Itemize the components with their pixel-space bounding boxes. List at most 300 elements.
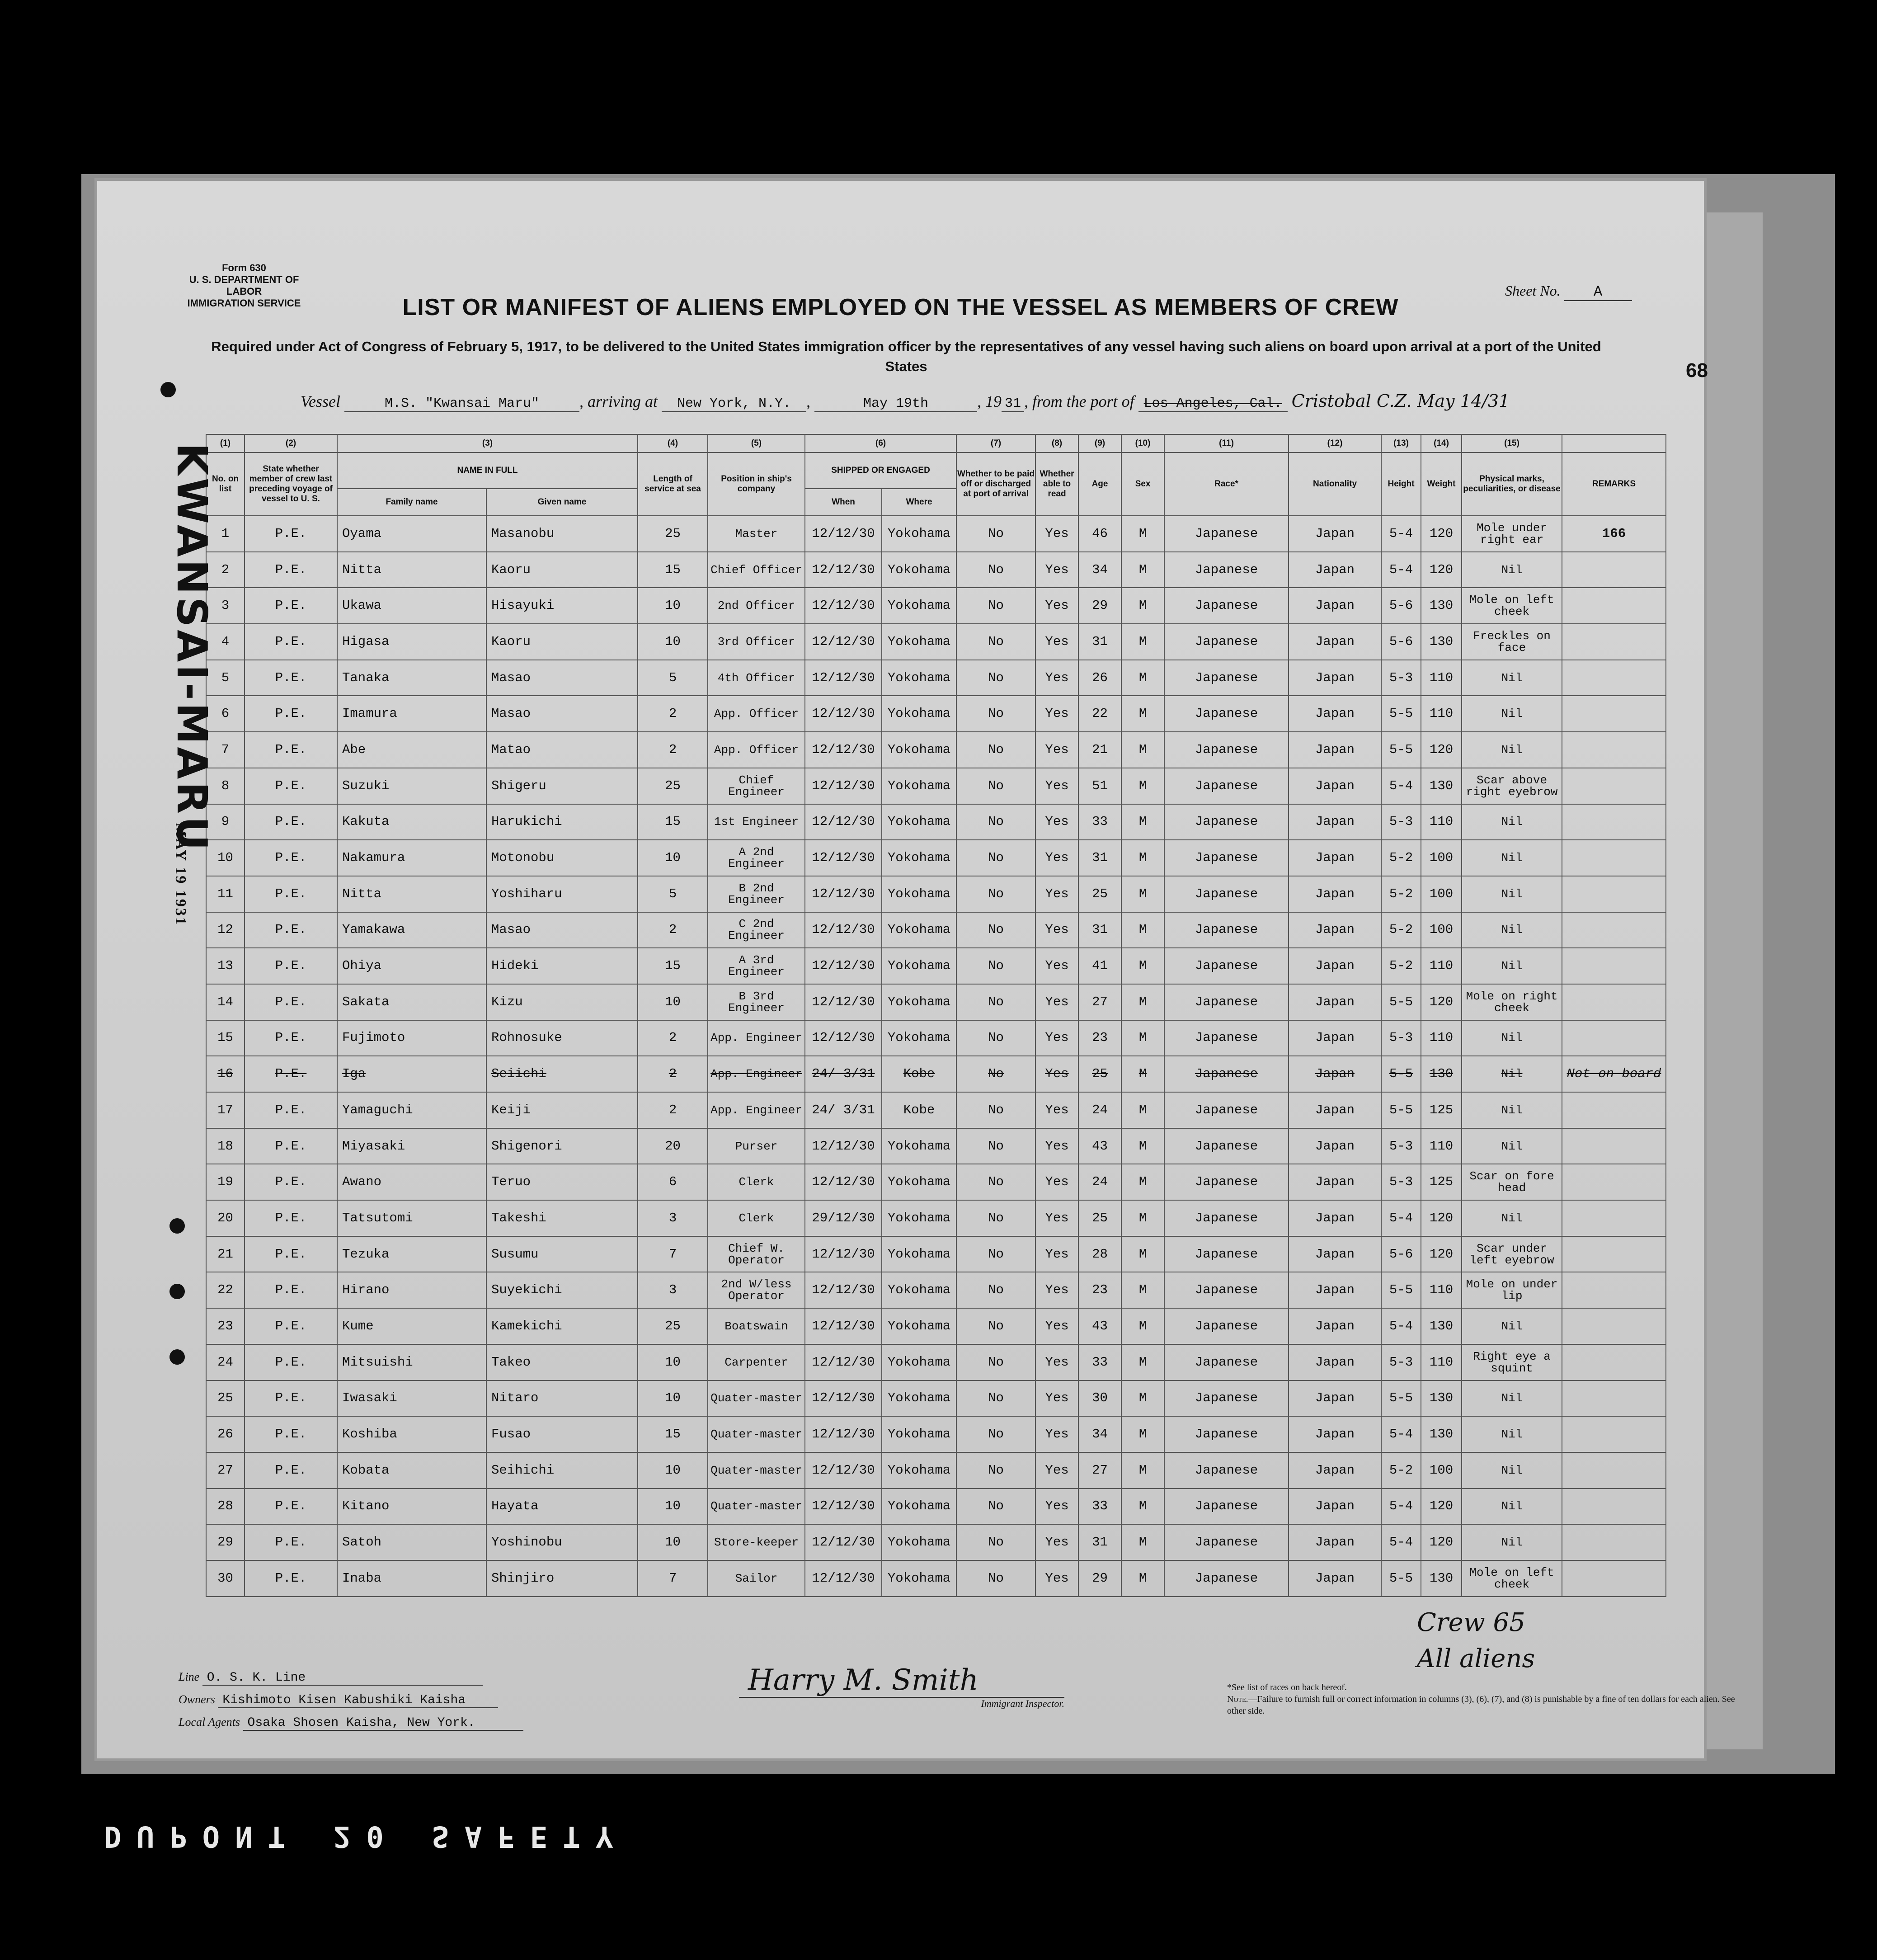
cell-race: Japanese bbox=[1164, 768, 1289, 804]
cell-paid: No bbox=[956, 1524, 1035, 1560]
cell-marks: Nil bbox=[1462, 1200, 1562, 1236]
cell-race: Japanese bbox=[1164, 804, 1289, 840]
side-date-stamp: MAY 19 1931 bbox=[172, 823, 189, 926]
cell-no: 12 bbox=[206, 912, 245, 948]
cell-family: Yamaguchi bbox=[337, 1092, 486, 1128]
cell-remarks bbox=[1562, 948, 1666, 984]
cell-position: Sailor bbox=[708, 1560, 805, 1597]
cell-weight: 130 bbox=[1421, 1308, 1462, 1344]
cell-weight: 130 bbox=[1421, 768, 1462, 804]
cell-where: Yokohama bbox=[882, 624, 956, 660]
cell-paid: No bbox=[956, 552, 1035, 588]
cell-no: 7 bbox=[206, 732, 245, 768]
cell-nationality: Japan bbox=[1289, 840, 1381, 876]
cell-marks: Nil bbox=[1462, 696, 1562, 732]
cell-given: Seihichi bbox=[486, 1452, 638, 1489]
table-row bbox=[206, 1380, 1666, 1417]
col-num-12: (12) bbox=[1289, 434, 1381, 452]
cell-where: Yokohama bbox=[882, 1560, 956, 1597]
cell-nationality: Japan bbox=[1289, 1344, 1381, 1380]
cell-no: 20 bbox=[206, 1200, 245, 1236]
cell-state: P.E. bbox=[245, 1092, 337, 1128]
from-label: , from the port of bbox=[1024, 392, 1134, 410]
cell-race: Japanese bbox=[1164, 660, 1289, 696]
col-num-3: (3) bbox=[337, 434, 638, 452]
note-label: Note. bbox=[1227, 1694, 1248, 1704]
cell-marks: Scar on fore head bbox=[1462, 1164, 1562, 1200]
cell-given: Suyekichi bbox=[486, 1272, 638, 1308]
cell-nationality: Japan bbox=[1289, 1200, 1381, 1236]
cell-sex: M bbox=[1121, 1560, 1164, 1597]
cell-no: 4 bbox=[206, 624, 245, 660]
cell-when: 12/12/30 bbox=[805, 840, 882, 876]
cell-paid: No bbox=[956, 768, 1035, 804]
cell-no: 9 bbox=[206, 804, 245, 840]
service: IMMIGRATION SERVICE bbox=[187, 297, 301, 309]
cell-where: Yokohama bbox=[882, 588, 956, 624]
cell-position: Chief W. Operator bbox=[708, 1236, 805, 1272]
col-state: State whether member of crew last preceding voyage of vessel to U. S. bbox=[245, 452, 337, 516]
cell-length: 10 bbox=[638, 984, 708, 1020]
cell-age: 31 bbox=[1078, 624, 1121, 660]
cell-weight: 110 bbox=[1421, 696, 1462, 732]
cell-family: Yamakawa bbox=[337, 912, 486, 948]
cell-family: Satoh bbox=[337, 1524, 486, 1560]
cell-position: Chief Officer bbox=[708, 552, 805, 588]
cell-where: Yokohama bbox=[882, 1272, 956, 1308]
cell-given: Masanobu bbox=[486, 516, 638, 552]
cell-when: 12/12/30 bbox=[805, 516, 882, 552]
cell-race: Japanese bbox=[1164, 624, 1289, 660]
cell-where: Yokohama bbox=[882, 912, 956, 948]
cell-age: 51 bbox=[1078, 768, 1121, 804]
from-port-struck: Los Angeles, Cal. bbox=[1138, 396, 1288, 412]
cell-state: P.E. bbox=[245, 840, 337, 876]
cell-when: 12/12/30 bbox=[805, 588, 882, 624]
cell-height: 5-4 bbox=[1381, 1200, 1421, 1236]
cell-length: 2 bbox=[638, 732, 708, 768]
cell-weight: 130 bbox=[1421, 588, 1462, 624]
cell-age: 34 bbox=[1078, 1416, 1121, 1452]
vessel-name: M.S. "Kwansai Maru" bbox=[344, 396, 579, 412]
cell-family: Suzuki bbox=[337, 768, 486, 804]
cell-remarks bbox=[1562, 768, 1666, 804]
cell-remarks bbox=[1562, 1092, 1666, 1128]
cell-weight: 110 bbox=[1421, 1344, 1462, 1380]
col-height: Height bbox=[1381, 452, 1421, 516]
cell-height: 5-5 bbox=[1381, 1380, 1421, 1417]
cell-paid: No bbox=[956, 948, 1035, 984]
cell-length: 3 bbox=[638, 1272, 708, 1308]
cell-state: P.E. bbox=[245, 1056, 337, 1092]
col-race: Race* bbox=[1164, 452, 1289, 516]
cell-length: 5 bbox=[638, 660, 708, 696]
cell-given: Kamekichi bbox=[486, 1308, 638, 1344]
col-num-10: (10) bbox=[1121, 434, 1164, 452]
cell-marks: Nil bbox=[1462, 1020, 1562, 1056]
cell-where: Yokohama bbox=[882, 1128, 956, 1164]
col-sex: Sex bbox=[1121, 452, 1164, 516]
cell-length: 2 bbox=[638, 1056, 708, 1092]
cell-race: Japanese bbox=[1164, 1308, 1289, 1344]
cell-weight: 110 bbox=[1421, 1020, 1462, 1056]
cell-state: P.E. bbox=[245, 552, 337, 588]
cell-paid: No bbox=[956, 912, 1035, 948]
cell-weight: 100 bbox=[1421, 876, 1462, 912]
cell-height: 5-5 bbox=[1381, 1272, 1421, 1308]
cell-marks: Mole on right cheek bbox=[1462, 984, 1562, 1020]
col-nationality: Nationality bbox=[1289, 452, 1381, 516]
cell-remarks bbox=[1562, 1560, 1666, 1597]
cell-race: Japanese bbox=[1164, 948, 1289, 984]
cell-where: Yokohama bbox=[882, 876, 956, 912]
cell-no: 21 bbox=[206, 1236, 245, 1272]
cell-height: 5-6 bbox=[1381, 1236, 1421, 1272]
cell-paid: No bbox=[956, 1020, 1035, 1056]
col-paid-off: Whether to be paid off or discharged at port of arrival bbox=[956, 452, 1035, 516]
cell-position: App. Engineer bbox=[708, 1056, 805, 1092]
cell-state: P.E. bbox=[245, 1236, 337, 1272]
cell-race: Japanese bbox=[1164, 1452, 1289, 1489]
table-row bbox=[206, 1020, 1666, 1056]
cell-nationality: Japan bbox=[1289, 516, 1381, 552]
cell-length: 7 bbox=[638, 1560, 708, 1597]
cell-paid: No bbox=[956, 1489, 1035, 1525]
cell-no: 24 bbox=[206, 1344, 245, 1380]
cell-race: Japanese bbox=[1164, 732, 1289, 768]
cell-read: Yes bbox=[1035, 984, 1078, 1020]
cell-marks: Nil bbox=[1462, 876, 1562, 912]
cell-paid: No bbox=[956, 876, 1035, 912]
table-row bbox=[206, 1272, 1666, 1308]
cell-when: 24/ 3/31 bbox=[805, 1056, 882, 1092]
cell-where: Yokohama bbox=[882, 696, 956, 732]
cell-length: 10 bbox=[638, 1380, 708, 1417]
cell-height: 5-4 bbox=[1381, 768, 1421, 804]
cell-remarks bbox=[1562, 1164, 1666, 1200]
cell-race: Japanese bbox=[1164, 1164, 1289, 1200]
table-row bbox=[206, 912, 1666, 948]
cell-state: P.E. bbox=[245, 516, 337, 552]
cell-length: 2 bbox=[638, 1020, 708, 1056]
cell-age: 23 bbox=[1078, 1272, 1121, 1308]
col-num-15: (15) bbox=[1462, 434, 1562, 452]
cell-age: 33 bbox=[1078, 1344, 1121, 1380]
cell-height: 5-3 bbox=[1381, 1164, 1421, 1200]
cell-position: Quater-master bbox=[708, 1452, 805, 1489]
col-where: Where bbox=[882, 489, 956, 516]
inspector-label: Immigrant Inspector. bbox=[981, 1698, 1064, 1709]
cell-family: Tanaka bbox=[337, 660, 486, 696]
table-row bbox=[206, 1128, 1666, 1164]
cell-nationality: Japan bbox=[1289, 1236, 1381, 1272]
cell-given: Kizu bbox=[486, 984, 638, 1020]
cell-position: Store-keeper bbox=[708, 1524, 805, 1560]
table-row bbox=[206, 660, 1666, 696]
cell-when: 12/12/30 bbox=[805, 1308, 882, 1344]
cell-nationality: Japan bbox=[1289, 1164, 1381, 1200]
cell-nationality: Japan bbox=[1289, 1092, 1381, 1128]
cell-weight: 130 bbox=[1421, 624, 1462, 660]
cell-no: 28 bbox=[206, 1489, 245, 1525]
cell-nationality: Japan bbox=[1289, 876, 1381, 912]
cell-age: 27 bbox=[1078, 984, 1121, 1020]
cell-age: 23 bbox=[1078, 1020, 1121, 1056]
cell-no: 1 bbox=[206, 516, 245, 552]
cell-marks: Mole on left cheek bbox=[1462, 1560, 1562, 1597]
cell-remarks bbox=[1562, 1524, 1666, 1560]
cell-remarks bbox=[1562, 1380, 1666, 1417]
cell-state: P.E. bbox=[245, 804, 337, 840]
cell-paid: No bbox=[956, 1092, 1035, 1128]
cell-state: P.E. bbox=[245, 696, 337, 732]
cell-when: 24/ 3/31 bbox=[805, 1092, 882, 1128]
punch-hole bbox=[160, 382, 176, 397]
cell-family: Nakamura bbox=[337, 840, 486, 876]
cell-read: Yes bbox=[1035, 1524, 1078, 1560]
cell-weight: 130 bbox=[1421, 1380, 1462, 1417]
table-row bbox=[206, 1056, 1666, 1092]
cell-when: 12/12/30 bbox=[805, 552, 882, 588]
cell-where: Yokohama bbox=[882, 552, 956, 588]
cell-marks: Nil bbox=[1462, 732, 1562, 768]
cell-height: 5-5 bbox=[1381, 1092, 1421, 1128]
cell-when: 12/12/30 bbox=[805, 696, 882, 732]
crew-rows bbox=[206, 516, 1666, 1597]
cell-state: P.E. bbox=[245, 948, 337, 984]
cell-when: 12/12/30 bbox=[805, 912, 882, 948]
cell-paid: No bbox=[956, 624, 1035, 660]
cell-marks: Nil bbox=[1462, 552, 1562, 588]
cell-nationality: Japan bbox=[1289, 660, 1381, 696]
cell-where: Kobe bbox=[882, 1092, 956, 1128]
cell-position: A 3rd Engineer bbox=[708, 948, 805, 984]
cell-sex: M bbox=[1121, 1272, 1164, 1308]
cell-no: 30 bbox=[206, 1560, 245, 1597]
cell-age: 33 bbox=[1078, 1489, 1121, 1525]
cell-no: 3 bbox=[206, 588, 245, 624]
cell-when: 12/12/30 bbox=[805, 1489, 882, 1525]
cell-paid: No bbox=[956, 732, 1035, 768]
cell-marks: Nil bbox=[1462, 1092, 1562, 1128]
cell-race: Japanese bbox=[1164, 1020, 1289, 1056]
table-row bbox=[206, 876, 1666, 912]
col-num-2: (2) bbox=[245, 434, 337, 452]
cell-weight: 130 bbox=[1421, 1560, 1462, 1597]
cell-family: Inaba bbox=[337, 1560, 486, 1597]
cell-read: Yes bbox=[1035, 624, 1078, 660]
cell-when: 12/12/30 bbox=[805, 948, 882, 984]
cell-sex: M bbox=[1121, 1344, 1164, 1380]
cell-family: Ukawa bbox=[337, 588, 486, 624]
cell-marks: Right eye a squint bbox=[1462, 1344, 1562, 1380]
cell-read: Yes bbox=[1035, 1452, 1078, 1489]
cell-height: 5-3 bbox=[1381, 1020, 1421, 1056]
cell-given: Nitaro bbox=[486, 1380, 638, 1417]
cell-nationality: Japan bbox=[1289, 1560, 1381, 1597]
cell-height: 5-6 bbox=[1381, 624, 1421, 660]
cell-family: Miyasaki bbox=[337, 1128, 486, 1164]
cell-family: Sakata bbox=[337, 984, 486, 1020]
cell-remarks bbox=[1562, 1489, 1666, 1525]
cell-race: Japanese bbox=[1164, 1344, 1289, 1380]
cell-weight: 125 bbox=[1421, 1092, 1462, 1128]
cell-given: Hideki bbox=[486, 948, 638, 984]
cell-length: 15 bbox=[638, 804, 708, 840]
cell-nationality: Japan bbox=[1289, 1056, 1381, 1092]
cell-family: Iwasaki bbox=[337, 1380, 486, 1417]
cell-sex: M bbox=[1121, 660, 1164, 696]
cell-marks: Nil bbox=[1462, 1489, 1562, 1525]
cell-race: Japanese bbox=[1164, 876, 1289, 912]
cell-sex: M bbox=[1121, 516, 1164, 552]
cell-age: 30 bbox=[1078, 1380, 1121, 1417]
cell-paid: No bbox=[956, 1128, 1035, 1164]
cell-state: P.E. bbox=[245, 1524, 337, 1560]
cell-remarks bbox=[1562, 1200, 1666, 1236]
cell-family: Tezuka bbox=[337, 1236, 486, 1272]
cell-marks: Nil bbox=[1462, 1416, 1562, 1452]
arriving-label: , arriving at bbox=[579, 392, 658, 410]
sheet-label: Sheet No. bbox=[1505, 283, 1561, 299]
cell-remarks: Not on board bbox=[1562, 1056, 1666, 1092]
cell-family: Kitano bbox=[337, 1489, 486, 1525]
cell-marks: Mole under right ear bbox=[1462, 516, 1562, 552]
cell-race: Japanese bbox=[1164, 912, 1289, 948]
cell-weight: 130 bbox=[1421, 1056, 1462, 1092]
cell-given: Motonobu bbox=[486, 840, 638, 876]
cell-weight: 120 bbox=[1421, 1236, 1462, 1272]
cell-where: Yokohama bbox=[882, 984, 956, 1020]
cell-remarks bbox=[1562, 1020, 1666, 1056]
cell-height: 5-5 bbox=[1381, 984, 1421, 1020]
cell-height: 5-4 bbox=[1381, 1524, 1421, 1560]
cell-family: Higasa bbox=[337, 624, 486, 660]
table-row bbox=[206, 1092, 1666, 1128]
cell-race: Japanese bbox=[1164, 984, 1289, 1020]
col-num-7: (7) bbox=[956, 434, 1035, 452]
cell-where: Yokohama bbox=[882, 1020, 956, 1056]
punch-hole bbox=[169, 1349, 185, 1365]
cell-where: Yokohama bbox=[882, 840, 956, 876]
cell-height: 5-5 bbox=[1381, 1056, 1421, 1092]
cell-read: Yes bbox=[1035, 1092, 1078, 1128]
cell-length: 15 bbox=[638, 552, 708, 588]
cell-race: Japanese bbox=[1164, 588, 1289, 624]
table-row bbox=[206, 516, 1666, 552]
cell-remarks bbox=[1562, 876, 1666, 912]
col-num-11: (11) bbox=[1164, 434, 1289, 452]
col-age: Age bbox=[1078, 452, 1121, 516]
cell-height: 5-2 bbox=[1381, 912, 1421, 948]
cell-state: P.E. bbox=[245, 1308, 337, 1344]
cell-height: 5-5 bbox=[1381, 732, 1421, 768]
inspector-block bbox=[739, 1663, 1064, 1710]
vessel-line: Vessel M.S. "Kwansai Maru" , arriving at New York, N.Y. , May 19th , 19 31 , from the port of Los Angeles, Cal. Cristobal C.Z. May 14/31 bbox=[301, 391, 1510, 411]
cell-marks: Nil bbox=[1462, 840, 1562, 876]
cell-when: 12/12/30 bbox=[805, 768, 882, 804]
cell-sex: M bbox=[1121, 1092, 1164, 1128]
cell-position: App. Engineer bbox=[708, 1092, 805, 1128]
cell-given: Harukichi bbox=[486, 804, 638, 840]
cell-remarks bbox=[1562, 1308, 1666, 1344]
sheet-value: A bbox=[1564, 283, 1632, 301]
cell-paid: No bbox=[956, 1308, 1035, 1344]
cell-position: Quater-master bbox=[708, 1380, 805, 1417]
cell-sex: M bbox=[1121, 588, 1164, 624]
table-row bbox=[206, 1200, 1666, 1236]
owners-label: Owners bbox=[179, 1693, 215, 1706]
penalty-note bbox=[1227, 1693, 1751, 1717]
cell-sex: M bbox=[1121, 1236, 1164, 1272]
cell-state: P.E. bbox=[245, 912, 337, 948]
cell-paid: No bbox=[956, 1056, 1035, 1092]
cell-sex: M bbox=[1121, 876, 1164, 912]
cell-no: 14 bbox=[206, 984, 245, 1020]
cell-nationality: Japan bbox=[1289, 1452, 1381, 1489]
cell-when: 12/12/30 bbox=[805, 984, 882, 1020]
cell-weight: 120 bbox=[1421, 1200, 1462, 1236]
cell-weight: 100 bbox=[1421, 1452, 1462, 1489]
cell-given: Hayata bbox=[486, 1489, 638, 1525]
cell-length: 2 bbox=[638, 1092, 708, 1128]
crew-table bbox=[206, 434, 1666, 1597]
department: U. S. DEPARTMENT OF LABOR bbox=[189, 274, 299, 297]
cell-age: 46 bbox=[1078, 516, 1121, 552]
cell-remarks bbox=[1562, 912, 1666, 948]
cell-where: Yokohama bbox=[882, 1236, 956, 1272]
cell-race: Japanese bbox=[1164, 1380, 1289, 1417]
cell-no: 29 bbox=[206, 1524, 245, 1560]
cell-length: 2 bbox=[638, 912, 708, 948]
cell-marks: Nil bbox=[1462, 1056, 1562, 1092]
cell-position: App. Officer bbox=[708, 696, 805, 732]
col-num-8: (8) bbox=[1035, 434, 1078, 452]
manifest-title: LIST OR MANIFEST OF ALIENS EMPLOYED ON THE VESSEL AS MEMBERS OF CREW bbox=[402, 294, 1399, 320]
cell-position: Carpenter bbox=[708, 1344, 805, 1380]
cell-height: 5-4 bbox=[1381, 1416, 1421, 1452]
cell-length: 10 bbox=[638, 1452, 708, 1489]
cell-read: Yes bbox=[1035, 1380, 1078, 1417]
col-weight: Weight bbox=[1421, 452, 1462, 516]
cell-age: 25 bbox=[1078, 1056, 1121, 1092]
cell-family: Kume bbox=[337, 1308, 486, 1344]
cell-nationality: Japan bbox=[1289, 1416, 1381, 1452]
cell-remarks bbox=[1562, 732, 1666, 768]
cell-state: P.E. bbox=[245, 1452, 337, 1489]
cell-sex: M bbox=[1121, 696, 1164, 732]
cell-age: 26 bbox=[1078, 660, 1121, 696]
cell-age: 33 bbox=[1078, 804, 1121, 840]
cell-position: B 3rd Engineer bbox=[708, 984, 805, 1020]
cell-weight: 120 bbox=[1421, 984, 1462, 1020]
cell-weight: 100 bbox=[1421, 912, 1462, 948]
cell-length: 2 bbox=[638, 696, 708, 732]
cell-read: Yes bbox=[1035, 1200, 1078, 1236]
cell-position: Quater-master bbox=[708, 1416, 805, 1452]
footnote bbox=[1227, 1682, 1751, 1717]
cell-weight: 100 bbox=[1421, 840, 1462, 876]
cell-family: Kakuta bbox=[337, 804, 486, 840]
cell-position: Quater-master bbox=[708, 1489, 805, 1525]
cell-family: Abe bbox=[337, 732, 486, 768]
cell-race: Japanese bbox=[1164, 1056, 1289, 1092]
cell-marks: Scar under left eyebrow bbox=[1462, 1236, 1562, 1272]
cell-state: P.E. bbox=[245, 588, 337, 624]
cell-sex: M bbox=[1121, 1380, 1164, 1417]
cell-state: P.E. bbox=[245, 1164, 337, 1200]
cell-given: Seiichi bbox=[486, 1056, 638, 1092]
